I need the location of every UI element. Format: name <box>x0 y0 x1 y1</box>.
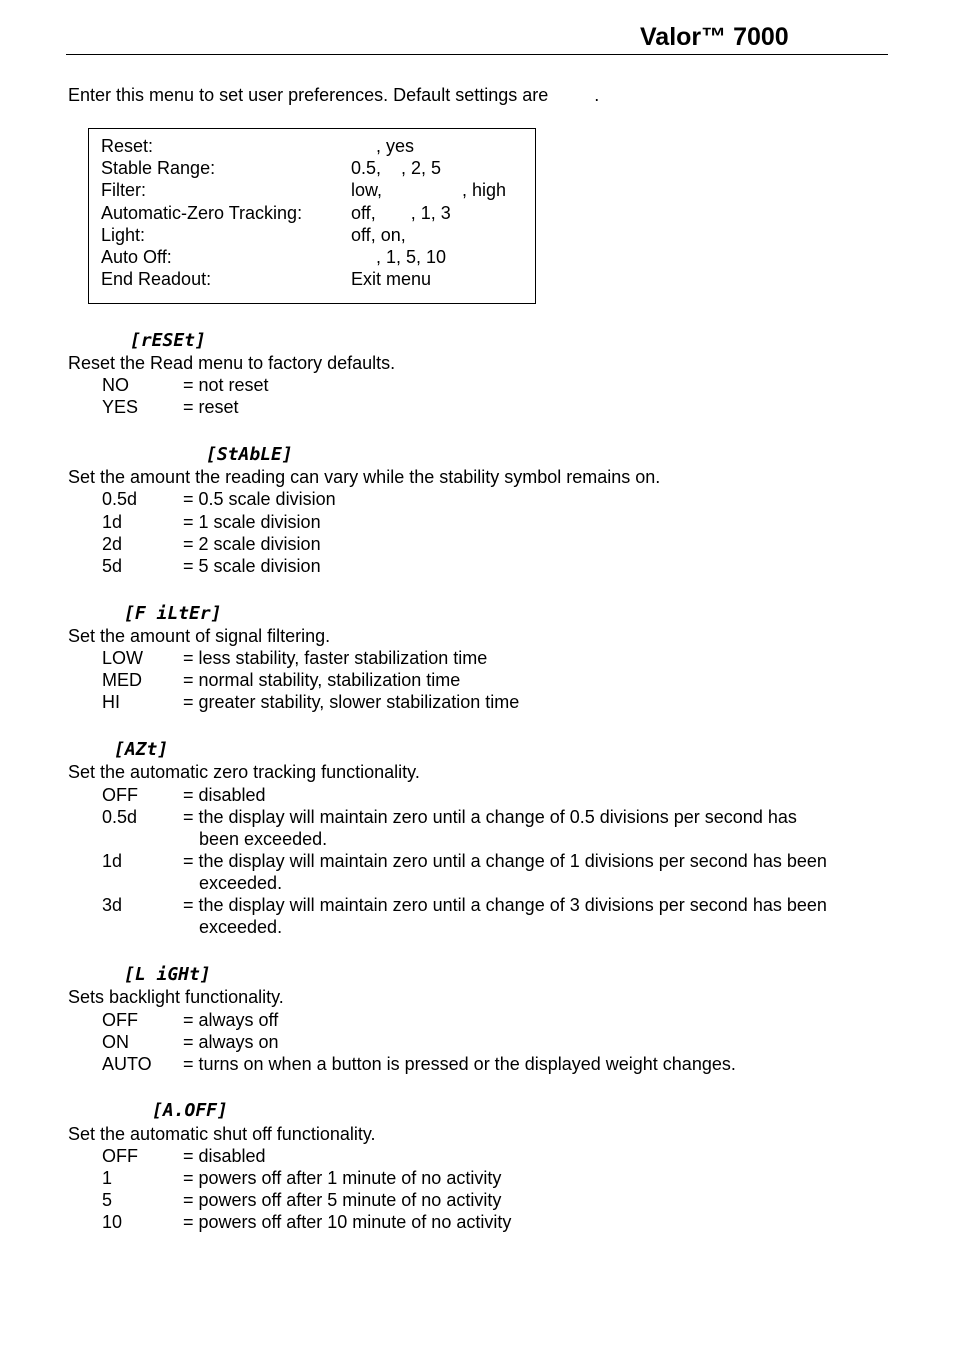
section-description: Set the amount the reading can vary while the stability symbol remains on. <box>68 467 661 487</box>
option-code: 1d <box>102 851 123 871</box>
option-desc: = not reset <box>183 375 269 395</box>
summary-label: Light: <box>101 225 146 245</box>
option-code: NO <box>102 375 129 395</box>
option-desc: = powers off after 1 minute of no activity <box>183 1168 502 1188</box>
section-description: Set the automatic shut off functionality. <box>68 1124 376 1144</box>
option-desc: = 5 scale division <box>183 556 321 576</box>
option-desc-continued: been exceeded. <box>199 829 328 849</box>
display-code-reset: [rESEt] <box>130 330 206 351</box>
intro-period: . <box>594 85 600 105</box>
option-desc-continued: exceeded. <box>199 917 283 937</box>
option-code: OFF <box>102 1010 138 1030</box>
section-description: Set the amount of signal filtering. <box>68 626 331 646</box>
option-code: AUTO <box>102 1054 152 1074</box>
option-code: 2d <box>102 534 123 554</box>
option-code: 3d <box>102 895 123 915</box>
option-desc: = the display will maintain zero until a change of 1 divisions per second has been <box>183 851 827 871</box>
option-desc: = 1 scale division <box>183 512 321 532</box>
option-code: 0.5d <box>102 489 138 509</box>
option-desc: = powers off after 5 minute of no activity <box>183 1190 502 1210</box>
summary-options: , 1, 5, 10 <box>351 247 447 267</box>
option-desc: = always off <box>183 1010 279 1030</box>
intro-text: Enter this menu to set user preferences. Default settings are <box>68 85 549 105</box>
display-code-light: [L iGHt] <box>124 964 211 985</box>
option-code: OFF <box>102 785 138 805</box>
summary-label: Filter: <box>101 180 146 200</box>
option-desc: = powers off after 10 minute of no activity <box>183 1212 512 1232</box>
display-code-auto-off: [A.OFF] <box>152 1100 228 1121</box>
header-divider <box>66 54 888 55</box>
option-code: LOW <box>102 648 144 668</box>
summary-label: End Readout: <box>101 269 212 289</box>
summary-label: Reset: <box>101 136 154 156</box>
summary-options: off, , 1, 3 <box>351 203 451 223</box>
option-desc: = 2 scale division <box>183 534 321 554</box>
option-desc: = disabled <box>183 785 266 805</box>
option-code: ON <box>102 1032 129 1052</box>
summary-options: low, , high <box>351 180 507 200</box>
settings-summary-box <box>88 128 536 304</box>
display-code-stable: [StAbLE] <box>206 444 293 465</box>
option-desc: = normal stability, stabilization time <box>183 670 461 690</box>
option-desc-continued: exceeded. <box>199 873 283 893</box>
section-description: Reset the Read menu to factory defaults. <box>68 353 396 373</box>
option-desc: = the display will maintain zero until a change of 0.5 divisions per second has <box>183 807 797 827</box>
section-description: Set the automatic zero tracking functionality. <box>68 762 420 782</box>
option-desc: = less stability, faster stabilization time <box>183 648 488 668</box>
summary-options: , yes <box>351 136 415 156</box>
option-code: 5 <box>102 1190 113 1210</box>
summary-label: Automatic-Zero Tracking: <box>101 203 303 223</box>
section-description: Sets backlight functionality. <box>68 987 284 1007</box>
option-code: 5d <box>102 556 123 576</box>
summary-label: Auto Off: <box>101 247 172 267</box>
option-code: HI <box>102 692 120 712</box>
option-code: 1d <box>102 512 123 532</box>
display-code-filter: [F iLtEr] <box>124 603 222 624</box>
page-header-title: Valor™ 7000 <box>640 23 789 51</box>
option-code: MED <box>102 670 142 690</box>
option-code: 10 <box>102 1212 123 1232</box>
display-code-azt: [AZt] <box>114 739 169 760</box>
option-code: OFF <box>102 1146 138 1166</box>
intro-paragraph <box>68 84 599 106</box>
option-code: 1 <box>102 1168 113 1188</box>
summary-label: Stable Range: <box>101 158 216 178</box>
option-desc: = the display will maintain zero until a change of 3 divisions per second has been <box>183 895 827 915</box>
option-code: YES <box>102 397 139 417</box>
option-desc: = greater stability, slower stabilization time <box>183 692 520 712</box>
option-desc: = always on <box>183 1032 279 1052</box>
option-desc: = turns on when a button is pressed or the displayed weight changes. <box>183 1054 736 1074</box>
summary-options: off, on, <box>351 225 406 245</box>
summary-options: 0.5, , 2, 5 <box>351 158 442 178</box>
option-desc: = reset <box>183 397 239 417</box>
option-desc: = disabled <box>183 1146 266 1166</box>
option-desc: = 0.5 scale division <box>183 489 336 509</box>
summary-options: Exit menu <box>351 269 432 289</box>
option-code: 0.5d <box>102 807 138 827</box>
